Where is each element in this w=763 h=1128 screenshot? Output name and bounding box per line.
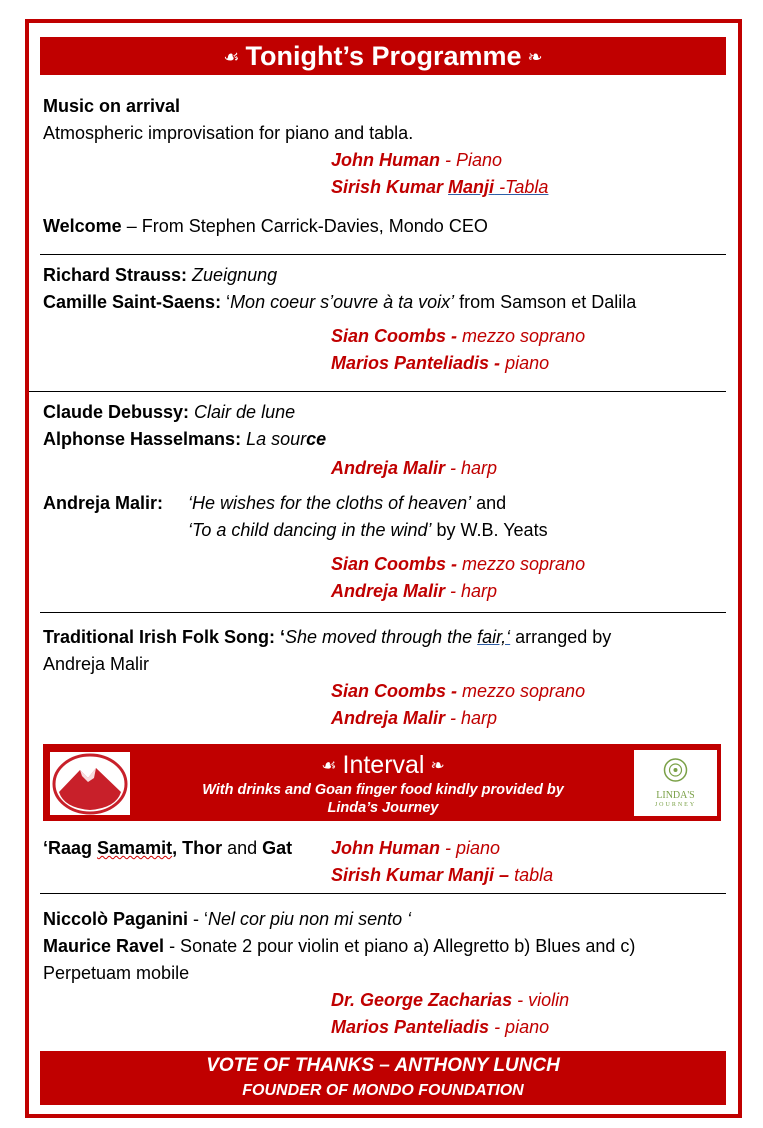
quote-mark: ‘ — [221, 292, 231, 312]
vote-line-2: FOUNDER OF MONDO FOUNDATION — [242, 1082, 524, 1099]
performer-role: - piano — [489, 1017, 550, 1037]
work-title: Mon coeur s’ouvre à ta voix’ — [230, 292, 455, 312]
performer-name: Sian Coombs - — [331, 681, 458, 701]
performer-line — [331, 149, 502, 171]
quote-mark: - ‘ — [188, 909, 209, 929]
ornament-left-icon: ☙ — [223, 47, 240, 67]
performer-name: Sian Coombs - — [331, 554, 458, 574]
welcome-label: Welcome — [43, 216, 122, 236]
work-title: Nel cor piu non mi sento ‘ — [208, 909, 412, 929]
work-line — [43, 264, 277, 286]
interval-title-line — [154, 751, 612, 782]
raag-name: Samamit — [97, 838, 173, 858]
performer-line — [331, 352, 549, 374]
performer-role: - harp — [445, 458, 498, 478]
ornament-left-icon: ☙ — [321, 756, 337, 775]
raag-pre: ‘Raag — [43, 838, 98, 858]
work-line — [43, 935, 635, 957]
performer-role: - harp — [445, 581, 498, 601]
work-line — [188, 492, 506, 514]
performer-name: Sirish Kumar — [331, 177, 449, 197]
interval-banner — [43, 744, 721, 821]
mondo-mountain-icon — [50, 752, 130, 815]
performer-line — [331, 176, 548, 198]
composer: Andreja Malir: — [43, 493, 164, 513]
work-title-cont: Perpetuam mobile — [43, 963, 190, 983]
interval-title: Interval — [342, 751, 425, 779]
interval-subtitle-1: With drinks and Goan finger food kindly provided by — [202, 782, 564, 798]
performer-role: - harp — [445, 708, 498, 728]
performer-line — [331, 457, 497, 479]
performer-role: - piano — [440, 838, 501, 858]
performer-line — [331, 325, 585, 347]
interval-subtitle — [154, 781, 612, 817]
performer-name: Dr. George Zacharias — [331, 990, 513, 1010]
page-title: Tonight’s Programme — [245, 41, 522, 71]
arranger: Andreja Malir — [43, 654, 150, 674]
performer-line — [331, 680, 585, 702]
arrival-desc: Atmospheric improvisation for piano and tabla. — [43, 123, 414, 143]
work-title: She moved through the — [285, 627, 478, 647]
performer-line — [331, 1016, 549, 1038]
welcome-line — [43, 215, 488, 237]
divider — [40, 893, 726, 894]
divider — [40, 254, 726, 255]
work-source: from Samson et Dalila — [454, 292, 637, 312]
performer-line — [331, 553, 585, 575]
mondo-logo — [50, 752, 130, 815]
performer-line — [331, 707, 497, 729]
work-title: Clair de lune — [189, 402, 296, 422]
work-line — [43, 428, 326, 450]
arrival-heading: Music on arrival — [43, 96, 181, 116]
performer-role: piano — [500, 353, 550, 373]
interval-subtitle-2: Linda’s Journey — [327, 800, 439, 816]
performer-name: John Human — [331, 838, 441, 858]
composer: Traditional Irish Folk Song: ‘ — [43, 627, 286, 647]
divider — [29, 391, 726, 392]
ornament-right-icon: ❧ — [527, 47, 543, 67]
composer: Camille Saint-Saens: — [43, 292, 222, 312]
composer: Maurice Ravel — [43, 936, 165, 956]
lindas-logo-text: LINDA'S — [656, 790, 695, 801]
work-conj: and — [471, 493, 507, 513]
performer-name: Andreja Malir — [331, 581, 446, 601]
performer-role: mezzo soprano — [457, 554, 586, 574]
performer-role: - violin — [512, 990, 570, 1010]
performer-name: Marios Panteliadis - — [331, 353, 501, 373]
lindas-logo-subtext: JOURNEY — [654, 802, 697, 808]
composer: Claude Debussy: — [43, 402, 190, 422]
work-line — [43, 291, 636, 313]
composer: Niccolò Paganini — [43, 909, 189, 929]
performer-line — [331, 864, 553, 886]
ornament-right-icon: ❧ — [430, 756, 445, 775]
work-title: - Sonate 2 pour violin et piano a) Allegretto b) Blues and c) — [164, 936, 636, 956]
performer-name: Sian Coombs - — [331, 326, 458, 346]
performer-name: Sirish Kumar Manji – — [331, 865, 510, 885]
work-title: La sour — [241, 429, 307, 449]
performer-name: Andreja Malir — [331, 708, 446, 728]
performer-name: Marios Panteliadis — [331, 1017, 490, 1037]
work-line — [43, 837, 292, 859]
performer-name: Andreja Malir — [331, 458, 446, 478]
performer-name: John Human — [331, 150, 441, 170]
lindas-journey-logo — [634, 750, 717, 816]
work-line — [43, 626, 611, 648]
raag-gat: Gat — [262, 838, 293, 858]
performer-role: -Tabla — [494, 177, 549, 197]
raag-and: and — [222, 838, 263, 858]
composer: Richard Strauss: — [43, 265, 188, 285]
vote-of-thanks-banner — [40, 1051, 726, 1105]
work-author: by W.B. Yeats — [431, 520, 548, 540]
work-line — [43, 401, 295, 423]
performer-name-underlined: Manji — [448, 177, 495, 197]
composer: Alphonse Hasselmans: — [43, 429, 242, 449]
work-line — [43, 908, 411, 930]
vote-line-1: VOTE OF THANKS – ANTHONY LUNCH — [206, 1055, 560, 1076]
performer-role: - Piano — [440, 150, 503, 170]
work-line — [188, 519, 548, 541]
raag-mid: , Thor — [172, 838, 223, 858]
work-title: ‘To a child dancing in the wind’ — [188, 520, 432, 540]
work-arranged: arranged by — [510, 627, 612, 647]
performer-role: mezzo soprano — [457, 681, 586, 701]
welcome-text: – From Stephen Carrick-Davies, Mondo CEO — [121, 216, 488, 236]
performer-line — [331, 837, 500, 859]
title-banner — [40, 37, 726, 75]
performer-line — [331, 989, 569, 1011]
work-title: ‘He wishes for the cloths of heaven’ — [188, 493, 472, 513]
divider — [40, 612, 726, 613]
lotus-icon — [634, 750, 717, 790]
work-title: Zueignung — [187, 265, 278, 285]
work-title-underlined: fair,‘ — [477, 627, 511, 647]
performer-role: mezzo soprano — [457, 326, 586, 346]
work-title-end: ce — [306, 429, 327, 449]
performer-line — [331, 580, 497, 602]
performer-role: tabla — [509, 865, 554, 885]
